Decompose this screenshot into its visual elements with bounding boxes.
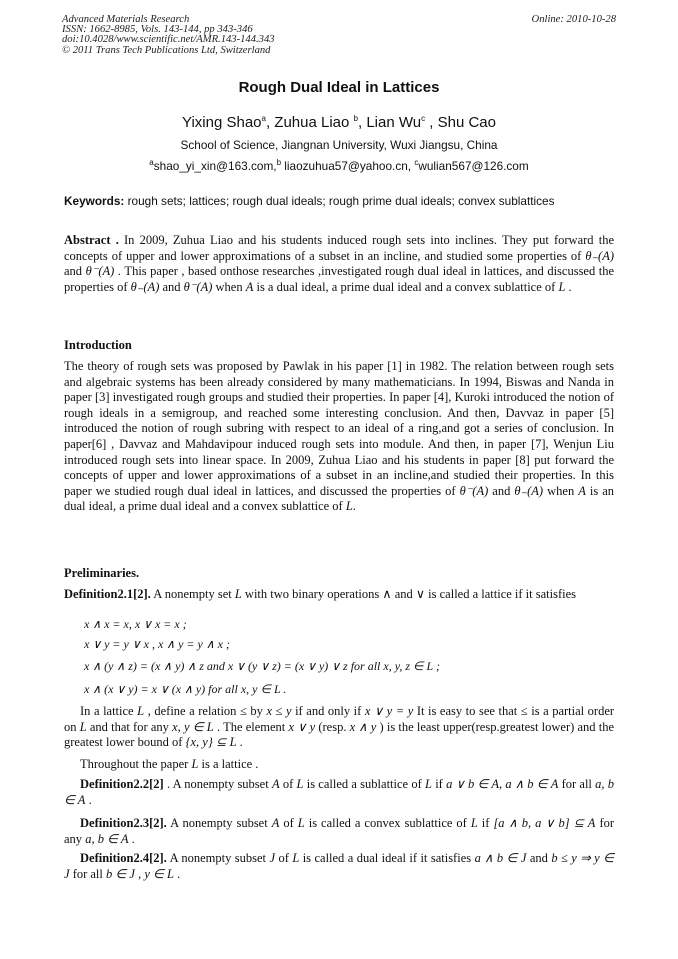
- definition-2-2: Definition2.2[2] . A nonempty subset A of L is called a sublattice of L if a ∨ b ∈ A, a ∧ b ∈ A for all a, b ∈ A .: [64, 777, 615, 807]
- axiom-absorption: x ∧ (x ∨ y) = x ∨ (x ∧ y) for all x, y ∈ L .: [84, 682, 287, 696]
- abstract: Abstract . In 2009, Zuhua Liao and his students induced rough sets into inclines. They put forward the concepts of upper and lower approximations of a subset in an incline, and studied some properties of θ₋(A) and θ⁻(A) . This paper , based onthose researches ,investigated rough dual ideal in lattices, and discussed the properties of θ₋(A) and θ⁻(A) when A is a dual ideal, a prime dual ideal and a convex sublattice of L .: [64, 233, 615, 294]
- email-1[interactable]: shao_yi_xin@163.com: [153, 159, 274, 173]
- email-list: $^a$shao_yi_xin@163.com,$^b$ liaozuhua57@yahoo.cn, $^c$wulian567@126.com: [149, 158, 529, 173]
- introduction-text: The theory of rough sets was proposed by Pawlak in his paper [1] in 1982. The relation between rough sets and algebraic systems has been already considered by many mathematicians. In 1994, Biswas and Nanda in paper [3] investigated rough groups and studied their properties. In paper [4], Kuroki introduced the notion of rough ideals in a semigroup, and reached some interesting conclusion. And then, Davvaz in paper [5] introduced the notion of rough subring with respect to an ideal of a ring,and got a series of conclusion. In paper[6] , Davvaz and Mahdavipour induced rough sets into module. And then, in paper [7], Wenjun Liu introduced rough sets into linear space. In 2009, Zuhua Liao and his students in paper [8] put forward the concepts of upper and lower approximations of a subset in an incline,and studied their properties. In this paper we studied rough dual ideal in lattices, and discussed the properties of θ⁻(A) and θ₋(A) when A is an dual ideal, a prime dual ideal and a convex sublattice of L.: [64, 359, 615, 514]
- journal-doi: doi:10.4028/www.scientific.net/AMR.143-144.343: [62, 34, 275, 46]
- author-1: Yixing Shao: [182, 114, 262, 131]
- order-paragraph: In a lattice L , define a relation ≤ by x ≤ y if and only if x ∨ y = y It is easy to see that ≤ is a partial order on L and that for any x, y ∈ L . The element x ∨ y (resp. x ∧ y ) is the least upper(resp.greatest lower) and the greatest lower bound of {x, y} ⊆ L .: [64, 704, 615, 750]
- journal-header: [62, 15, 502, 56]
- journal-name: Advanced Materials Research: [62, 14, 190, 25]
- journal-copyright: © 2011 Trans Tech Publications Ltd, Switzerland: [62, 44, 271, 56]
- axiom-associative: x ∧ (y ∧ z) = (x ∧ y) ∧ z and x ∨ (y ∨ z) = (x ∨ y) ∨ z for all x, y, z ∈ L ;: [84, 659, 440, 673]
- axiom-idempotent: x ∧ x = x, x ∨ x = x ;: [84, 617, 187, 631]
- email-2[interactable]: liaozuhua57@yahoo.cn: [284, 159, 408, 173]
- section-heading-introduction: Introduction: [64, 338, 132, 352]
- keywords-text: rough sets; lattices; rough dual ideals; rough prime dual ideals; convex sublattices: [127, 194, 555, 208]
- affiliation: School of Science, Jiangnan University, Wuxi Jiangsu, China: [180, 138, 498, 152]
- throughout-line: Throughout the paper L is a lattice .: [80, 757, 259, 771]
- author-3: Lian Wu: [366, 114, 422, 131]
- definition-2-4: Definition2.4[2]. A nonempty subset J of L is called a dual ideal if it satisfies a ∧ b ∈ J and b ≤ y ⇒ y ∈ J for all b ∈ J , y ∈ L .: [64, 851, 615, 881]
- abstract-label: Abstract .: [64, 233, 119, 247]
- author-2: Zuhua Liao: [274, 114, 350, 131]
- keywords: [64, 194, 624, 208]
- keywords-label: Keywords:: [64, 194, 125, 208]
- author-list: Yixing Shao$^a$, Zuhua Liao $^b$, Lian Wu$^c$ , Shu Cao: [182, 114, 496, 131]
- online-date: Online: 2010-10-28: [531, 14, 616, 25]
- axiom-commutative: x ∨ y = y ∨ x , x ∧ y = y ∧ x ;: [84, 637, 230, 651]
- paper-title: Rough Dual Ideal in Lattices: [238, 79, 440, 96]
- definition-2-3: Definition2.3[2]. A nonempty subset A of L is called a convex sublattice of L if [a ∧ b, a ∨ b] ⊆ A for any a, b ∈ A .: [64, 816, 615, 846]
- author-4: Shu Cao: [437, 114, 496, 131]
- section-heading-preliminaries: Preliminaries.: [64, 566, 140, 580]
- email-3[interactable]: wulian567@126.com: [418, 159, 529, 173]
- definition-2-1: Definition2.1[2]. A nonempty set L with two binary operations ∧ and ∨ is called a lattice if it satisfies: [64, 587, 577, 601]
- journal-issn: ISSN: 1662-8985, Vols. 143-144, pp 343-346: [62, 24, 253, 36]
